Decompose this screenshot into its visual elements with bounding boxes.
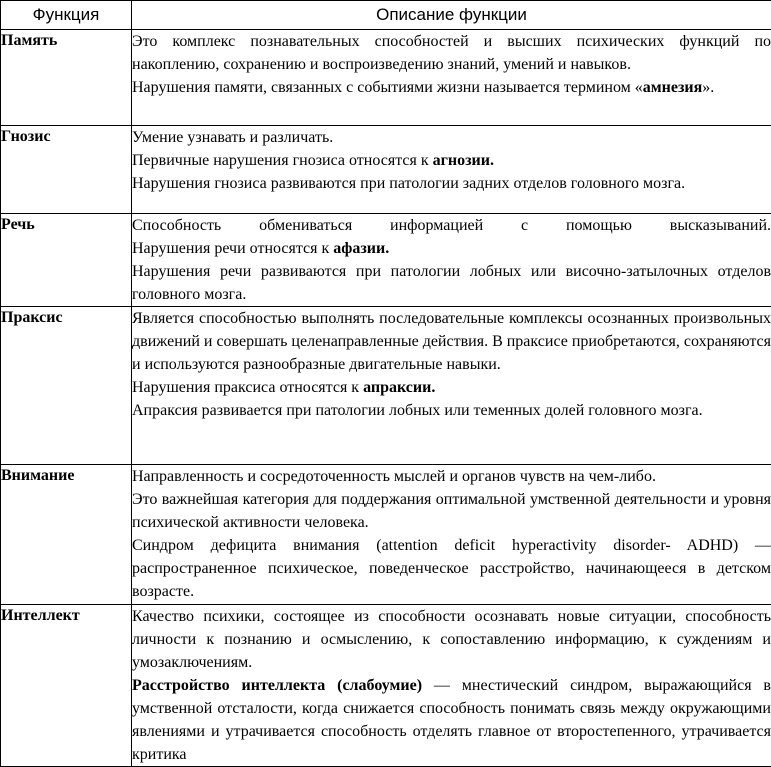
description-paragraph: Нарушения речи относятся к афазии. bbox=[132, 237, 771, 260]
table-row bbox=[1, 605, 771, 767]
function-name: Внимание bbox=[1, 465, 132, 605]
table-row bbox=[1, 307, 771, 465]
table-header-row bbox=[1, 1, 771, 30]
description-paragraph: Нарушения гнозиса развиваются при патологии задних отделов головного мозга. bbox=[132, 172, 771, 195]
term-bold: апраксии. bbox=[363, 379, 435, 396]
term-bold: агнозии. bbox=[433, 152, 494, 169]
description-paragraph: Способность обмениваться информацией с помощью высказываний. bbox=[132, 214, 771, 237]
function-description bbox=[132, 126, 771, 214]
function-name: Интеллект bbox=[1, 605, 132, 767]
table-row bbox=[1, 30, 771, 126]
function-description bbox=[132, 30, 771, 126]
description-paragraph: Расстройство интеллекта (слабоумие) — мнестический синдром, выражающийся в умственной отсталости, когда снижается способность понимать связь между окружающими явлениями и утрачивается способность отделять главное от второстепенного, утрачивается критика bbox=[132, 674, 771, 766]
function-description bbox=[132, 465, 771, 605]
table-row bbox=[1, 214, 771, 307]
function-name: Речь bbox=[1, 214, 132, 307]
description-paragraph: Нарушения праксиса относятся к апраксии. bbox=[132, 376, 771, 399]
description-paragraph: Нарушения речи развиваются при патологии лобных или височно-затылочных отделов головного мозга. bbox=[132, 260, 771, 306]
description-paragraph: Нарушения памяти, связанных с событиями жизни называется термином «амнезия». bbox=[132, 76, 771, 99]
function-name: Память bbox=[1, 30, 132, 126]
function-name: Гнозис bbox=[1, 126, 132, 214]
term-bold: афазии. bbox=[333, 240, 389, 257]
function-description bbox=[132, 605, 771, 767]
function-name: Праксис bbox=[1, 307, 132, 465]
description-paragraph: Является способностью выполнять последовательные комплексы осознанных произвольных движений и совершать целенаправленные действия. В праксисе приобретаются, сохраняются и используются разнообразные двигательные навыки. bbox=[132, 307, 771, 376]
function-description bbox=[132, 214, 771, 307]
description-paragraph: Умение узнавать и различать. bbox=[132, 126, 771, 149]
description-paragraph: Синдром дефицита внимания (attention deficit hyperactivity disorder- ADHD) — распространенное психическое, поведенческое расстройство, начинающееся в детском возрасте. bbox=[132, 534, 771, 603]
header-function: Функция bbox=[1, 1, 132, 30]
table-row bbox=[1, 465, 771, 605]
function-description bbox=[132, 307, 771, 465]
description-paragraph: Это важнейшая категория для поддержания оптимальной умственной деятельности и уровня психической активности человека. bbox=[132, 488, 771, 534]
header-description: Описание функции bbox=[132, 1, 771, 30]
term-bold: амнезия bbox=[643, 79, 703, 96]
term-bold: Расстройство интеллекта (слабоумие) bbox=[132, 677, 422, 694]
description-paragraph: Направленность и сосредоточенность мыслей и органов чувств на чем-либо. bbox=[132, 465, 771, 488]
description-paragraph: Это комплекс познавательных способностей и высших психических функций по накоплению, сохранению и воспроизведению знаний, умений и навыков. bbox=[132, 30, 771, 76]
table-row bbox=[1, 126, 771, 214]
description-paragraph: Апраксия развивается при патологии лобных или теменных долей головного мозга. bbox=[132, 399, 771, 422]
description-paragraph: Качество психики, состоящее из способности осознавать новые ситуации, способность личности к познанию и осмыслению, к сопоставлению информацию, к суждениям и умозаключениям. bbox=[132, 605, 771, 674]
description-paragraph: Первичные нарушения гнозиса относятся к агнозии. bbox=[132, 149, 771, 172]
